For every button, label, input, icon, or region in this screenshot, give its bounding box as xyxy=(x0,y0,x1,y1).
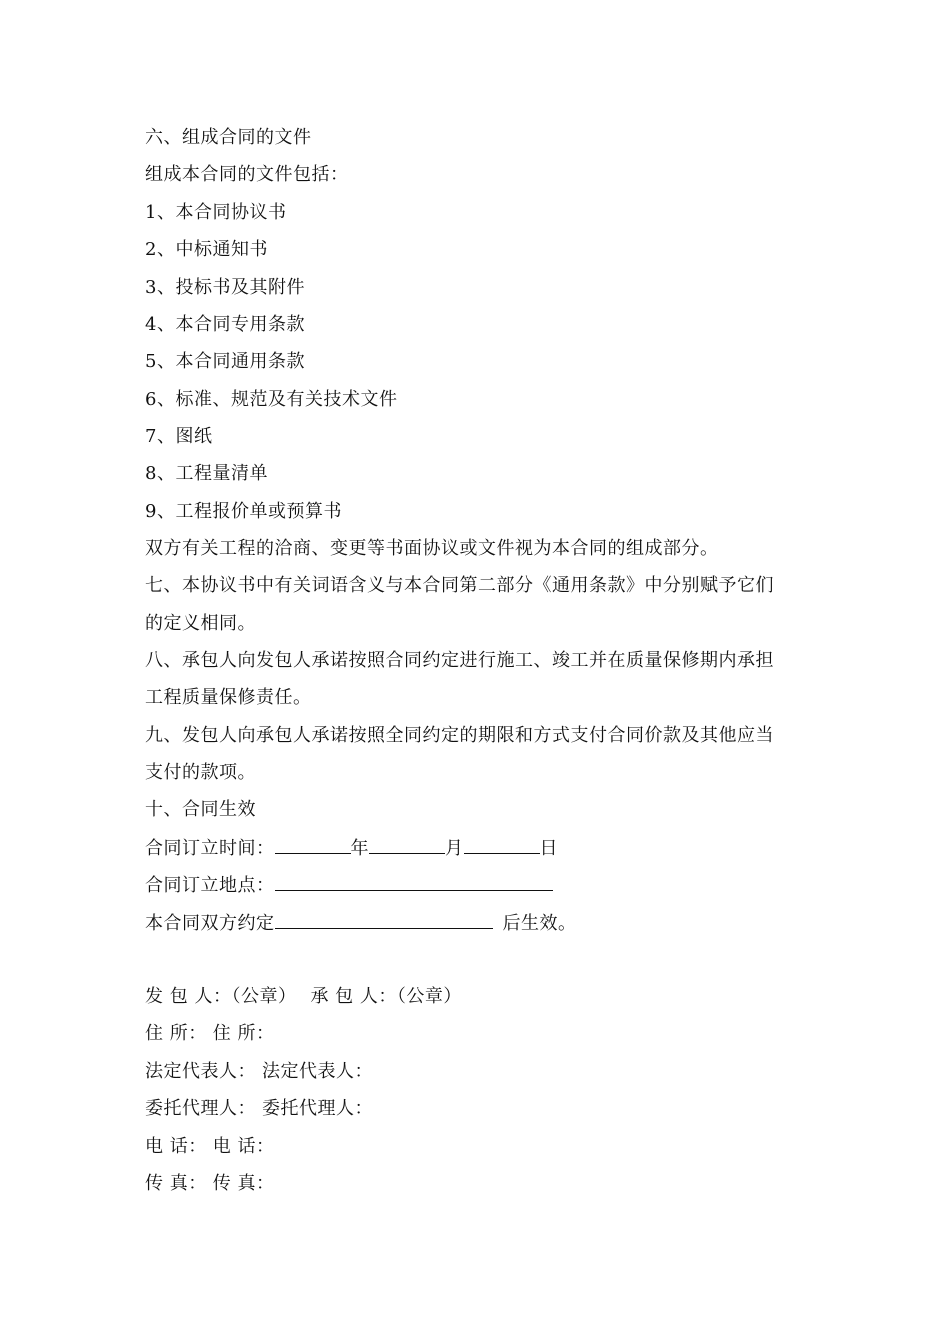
section-7-line-2: 的定义相同。 xyxy=(145,613,256,634)
section-8-line-1: 八、承包人向发包人承诺按照合同约定进行施工、竣工并在质量保修期内承担 xyxy=(145,650,774,671)
effective-condition-blank xyxy=(275,914,493,929)
effective-row xyxy=(145,914,577,933)
party-b-address-label: 住 所： xyxy=(212,1023,275,1044)
phone-row xyxy=(145,1138,274,1156)
legal-rep-row xyxy=(145,1063,373,1081)
list-item: 2、中标通知书 xyxy=(145,239,268,260)
party-b-label: 承 包 人：（公章） xyxy=(310,986,462,1007)
month-blank xyxy=(369,839,445,854)
signing-time-row xyxy=(145,839,558,858)
party-a-fax-label: 传 真： xyxy=(145,1173,207,1194)
list-item: 4、本合同专用条款 xyxy=(145,314,305,335)
section-8-line-2: 工程质量保修责任。 xyxy=(145,687,312,708)
year-label: 年 xyxy=(350,838,369,859)
section-9-line-2: 支付的款项。 xyxy=(145,762,256,783)
list-item: 8、工程量清单 xyxy=(145,463,268,484)
list-item: 7、图纸 xyxy=(145,426,213,447)
party-b-phone-label: 电 话： xyxy=(212,1136,275,1157)
effective-prefix: 本合同双方约定 xyxy=(145,913,275,934)
party-b-agent-label: 委托代理人： xyxy=(262,1098,373,1119)
party-a-agent-label: 委托代理人： xyxy=(145,1098,256,1119)
list-item: 5、本合同通用条款 xyxy=(145,351,305,372)
party-a-address-label: 住 所： xyxy=(145,1023,207,1044)
signing-time-label: 合同订立时间： xyxy=(145,838,275,859)
year-blank xyxy=(275,839,351,854)
section-9-line-1: 九、发包人向承包人承诺按照全同约定的期限和方式支付合同价款及其他应当 xyxy=(145,725,774,746)
place-blank xyxy=(275,876,553,891)
effective-suffix: 后生效。 xyxy=(502,913,577,934)
party-b-fax-label: 传 真： xyxy=(212,1173,275,1194)
signing-place-row xyxy=(145,876,553,895)
fax-row xyxy=(145,1175,274,1193)
party-row xyxy=(145,988,462,1006)
party-a-label: 发 包 人：（公章） xyxy=(145,986,297,1007)
day-label: 日 xyxy=(539,838,558,859)
list-item: 6、标准、规范及有关技术文件 xyxy=(145,389,398,410)
signing-place-label: 合同订立地点： xyxy=(145,875,275,896)
month-label: 月 xyxy=(445,838,464,859)
section-6-closing: 双方有关工程的洽商、变更等书面协议或文件视为本合同的组成部分。 xyxy=(145,538,719,559)
day-blank xyxy=(464,839,540,854)
section-6-heading: 六、组成合同的文件 xyxy=(145,127,312,148)
section-10-heading: 十、合同生效 xyxy=(145,799,256,820)
address-row xyxy=(145,1025,274,1043)
list-item: 9、工程报价单或预算书 xyxy=(145,501,342,522)
section-7-line-1: 七、本协议书中有关词语含义与本合同第二部分《通用条款》中分别赋予它们 xyxy=(145,575,774,596)
list-item: 3、投标书及其附件 xyxy=(145,277,305,298)
agent-row xyxy=(145,1100,373,1118)
party-a-phone-label: 电 话： xyxy=(145,1136,207,1157)
party-a-legal-rep-label: 法定代表人： xyxy=(145,1061,256,1082)
party-b-legal-rep-label: 法定代表人： xyxy=(262,1061,373,1082)
section-6-intro: 组成本合同的文件包括： xyxy=(145,164,349,185)
list-item: 1、本合同协议书 xyxy=(145,202,287,223)
